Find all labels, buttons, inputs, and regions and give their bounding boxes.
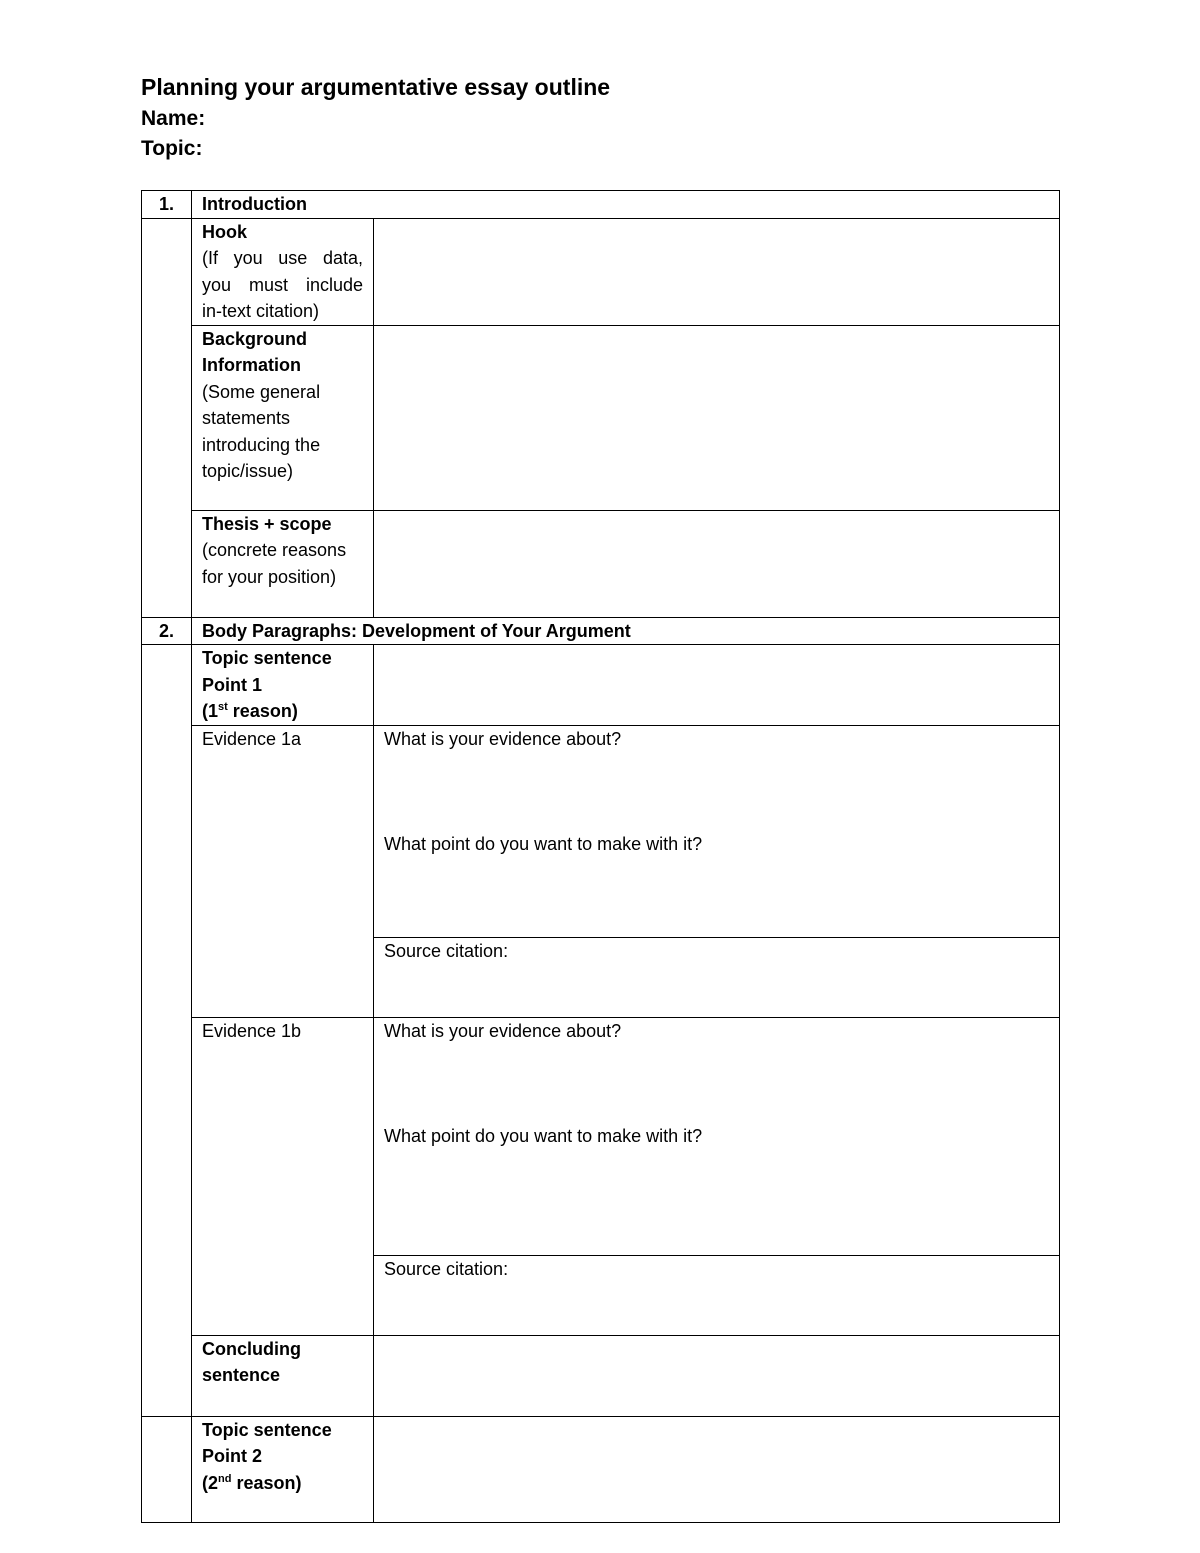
evidence-1a-label-cell bbox=[192, 725, 374, 1017]
background-label-line: Background bbox=[202, 328, 308, 349]
point2-label-line: Topic sentence bbox=[202, 1419, 332, 1440]
background-row bbox=[142, 325, 1060, 510]
point1-reason: (1st reason) bbox=[202, 701, 298, 721]
background-label-line: Information bbox=[202, 355, 301, 375]
thesis-label-cell bbox=[192, 510, 374, 617]
evidence-1a-row bbox=[142, 725, 1060, 937]
section-header-row bbox=[142, 617, 1060, 645]
background-note-line: (Some general bbox=[202, 381, 321, 402]
section-number: 1. bbox=[142, 191, 192, 219]
evidence-1a-label: Evidence 1a bbox=[202, 728, 302, 749]
point2-reason: (2nd reason) bbox=[202, 1472, 302, 1493]
source-citation-label: Source citation: bbox=[384, 1258, 509, 1279]
thesis-answer-cell[interactable] bbox=[374, 510, 1060, 617]
source-citation-label: Source citation: bbox=[384, 940, 509, 961]
thesis-note-line: for your position) bbox=[202, 566, 337, 587]
concluding-label-line: sentence bbox=[202, 1365, 281, 1385]
evidence-1a-source-cell[interactable] bbox=[374, 937, 1060, 1017]
evidence-1a-prompts-cell[interactable] bbox=[374, 725, 1060, 937]
hook-row bbox=[142, 218, 1060, 325]
hook-label: Hook bbox=[202, 221, 247, 242]
point2-answer-cell[interactable] bbox=[374, 1416, 1060, 1522]
point1-label-line: Topic sentence bbox=[202, 648, 332, 668]
topic-label: Topic: bbox=[141, 137, 203, 160]
background-label-cell bbox=[192, 325, 374, 510]
point1-label-cell bbox=[192, 645, 374, 726]
hook-answer-cell[interactable] bbox=[374, 218, 1060, 325]
background-note-line: statements bbox=[202, 408, 291, 428]
thesis-label: Thesis + scope bbox=[202, 513, 332, 534]
evidence-1b-label: Evidence 1b bbox=[202, 1020, 302, 1041]
hook-note-line: (If you use data, bbox=[202, 248, 363, 268]
evidence-about-prompt: What is your evidence about? bbox=[384, 728, 622, 749]
evidence-1b-source-cell[interactable] bbox=[374, 1255, 1060, 1335]
hook-note-line: you must include bbox=[202, 274, 363, 295]
name-label: Name: bbox=[141, 107, 206, 130]
evidence-1b-label-cell bbox=[192, 1017, 374, 1335]
evidence-1b-prompts-cell[interactable] bbox=[374, 1017, 1060, 1255]
thesis-row bbox=[142, 510, 1060, 617]
point2-label-cell bbox=[192, 1416, 374, 1522]
background-answer-cell[interactable] bbox=[374, 325, 1060, 510]
evidence-point-prompt: What point do you want to make with it? bbox=[384, 1126, 703, 1146]
thesis-note-line: (concrete reasons bbox=[202, 540, 347, 560]
evidence-1b-row bbox=[142, 1017, 1060, 1255]
document-title: Planning your argumentative essay outline bbox=[141, 74, 611, 100]
background-note-line: introducing the bbox=[202, 434, 321, 455]
concluding-row bbox=[142, 1335, 1060, 1416]
point2-row bbox=[142, 1416, 1060, 1522]
hook-label-cell bbox=[192, 218, 374, 325]
section-number-spacer bbox=[142, 645, 192, 1417]
section-header-row bbox=[142, 191, 1060, 219]
hook-note-line: in-text citation) bbox=[202, 301, 320, 321]
section-number: 2. bbox=[142, 617, 192, 645]
point2-label-line: Point 2 bbox=[202, 1446, 263, 1466]
section-number-spacer bbox=[142, 218, 192, 617]
section-title: Introduction bbox=[192, 191, 1060, 219]
evidence-about-prompt: What is your evidence about? bbox=[384, 1020, 622, 1041]
point1-answer-cell[interactable] bbox=[374, 645, 1060, 726]
concluding-label-line: Concluding bbox=[202, 1338, 301, 1359]
section-number-spacer bbox=[142, 1416, 192, 1522]
concluding-label-cell bbox=[192, 1335, 374, 1416]
evidence-point-prompt: What point do you want to make with it? bbox=[384, 834, 703, 854]
concluding-answer-cell[interactable] bbox=[374, 1335, 1060, 1416]
background-note-line: topic/issue) bbox=[202, 461, 294, 481]
outline-table bbox=[141, 190, 1060, 1523]
point1-row bbox=[142, 645, 1060, 726]
section-title: Body Paragraphs: Development of Your Argument bbox=[192, 617, 1060, 645]
point1-label-line: Point 1 bbox=[202, 674, 263, 695]
